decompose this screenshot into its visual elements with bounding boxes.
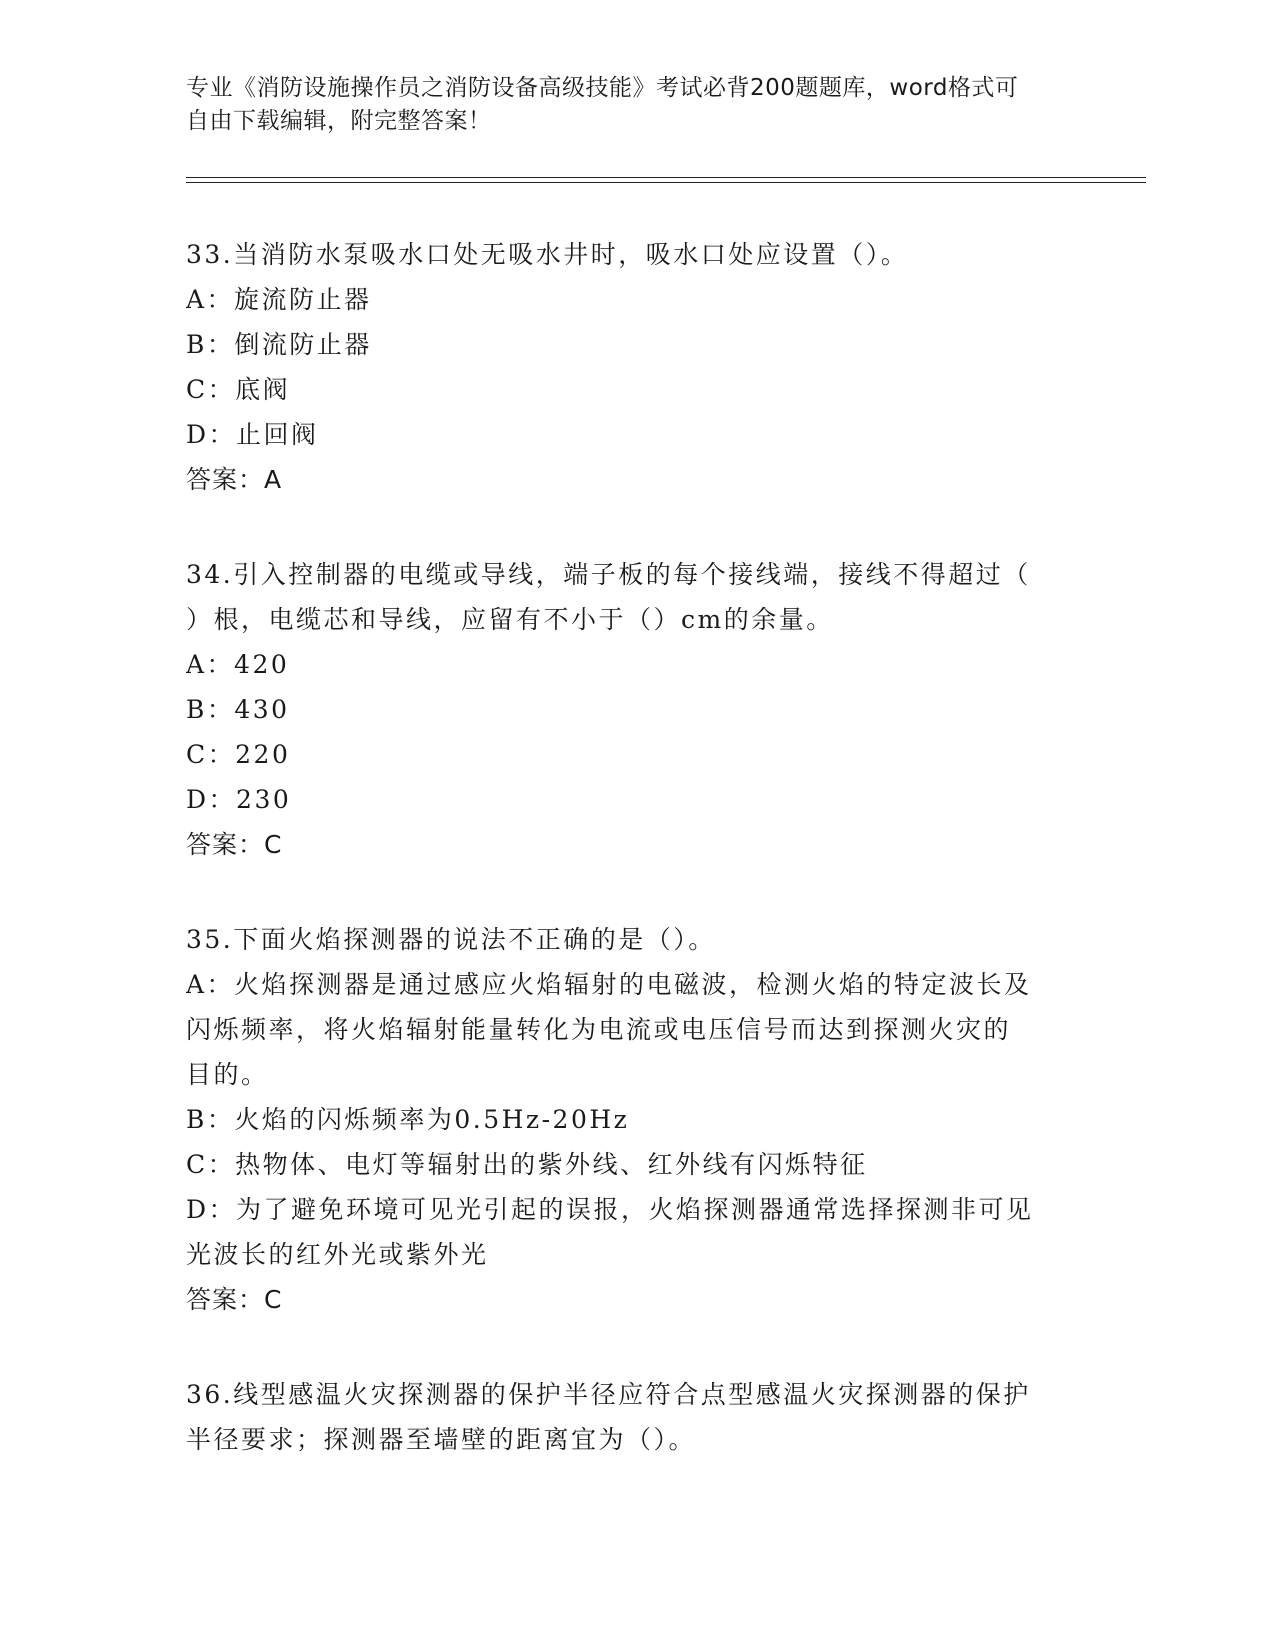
correct-answer: 答案：C: [186, 830, 283, 859]
answer-option-line: C：热物体、电灯等辐射出的紫外线、红外线有闪烁特征: [186, 1150, 868, 1179]
question-stem-line: 半径要求；探测器至墙壁的距离宜为（）。: [186, 1425, 697, 1454]
question-stem-line: 34.引入控制器的电缆或导线，端子板的每个接线端，接线不得超过（: [186, 560, 1031, 589]
correct-answer: 答案：C: [186, 1285, 283, 1314]
question-block: [186, 1372, 1066, 1462]
document-header: [186, 72, 1066, 138]
answer-option-line: C：底阀: [186, 375, 291, 404]
question-block: [186, 232, 1066, 502]
correct-answer: 答案：A: [186, 465, 283, 494]
answer-option-line: D：230: [186, 785, 292, 814]
header-line-2: 自由下载编辑，附完整答案！: [186, 108, 492, 134]
answer-option-line: B：倒流防止器: [186, 330, 372, 359]
header-divider-top: [186, 177, 1146, 178]
answer-option-line: D：止回阀: [186, 420, 319, 449]
question-list: [186, 232, 1066, 1462]
header-divider-bottom: [186, 182, 1146, 183]
question-spacer: [186, 1322, 1066, 1372]
answer-option-line: A：420: [186, 650, 290, 679]
answer-option-line: B：火焰的闪烁频率为0.5Hz-20Hz: [186, 1105, 630, 1134]
question-block: [186, 552, 1066, 867]
question-stem-line: 35.下面火焰探测器的说法不正确的是（）。: [186, 925, 716, 954]
question-block: [186, 917, 1066, 1322]
answer-option-line: A：火焰探测器是通过感应火焰辐射的电磁波，检测火焰的特定波长及: [186, 970, 1032, 999]
answer-option-line: B：430: [186, 695, 290, 724]
answer-option-line: 光波长的红外光或紫外光: [186, 1240, 489, 1269]
answer-option-line: 目的。: [186, 1060, 269, 1089]
answer-option-line: A：旋流防止器: [186, 285, 372, 314]
question-spacer: [186, 502, 1066, 552]
answer-option-line: C：220: [186, 740, 291, 769]
question-stem-line: ）根，电缆芯和导线，应留有不小于（）cm的余量。: [186, 605, 834, 634]
question-stem-line: 33.当消防水泵吸水口处无吸水井时，吸水口处应设置（）。: [186, 240, 909, 269]
answer-option-line: 闪烁频率，将火焰辐射能量转化为电流或电压信号而达到探测火灾的: [186, 1015, 1012, 1044]
header-line-1: 专业《消防设施操作员之消防设备高级技能》考试必背200题题库，word格式可: [186, 75, 1019, 101]
question-stem-line: 36.线型感温火灾探测器的保护半径应符合点型感温火灾探测器的保护: [186, 1380, 1031, 1409]
answer-option-line: D：为了避免环境可见光引起的误报，火焰探测器通常选择探测非可见: [186, 1195, 1034, 1224]
question-spacer: [186, 867, 1066, 917]
